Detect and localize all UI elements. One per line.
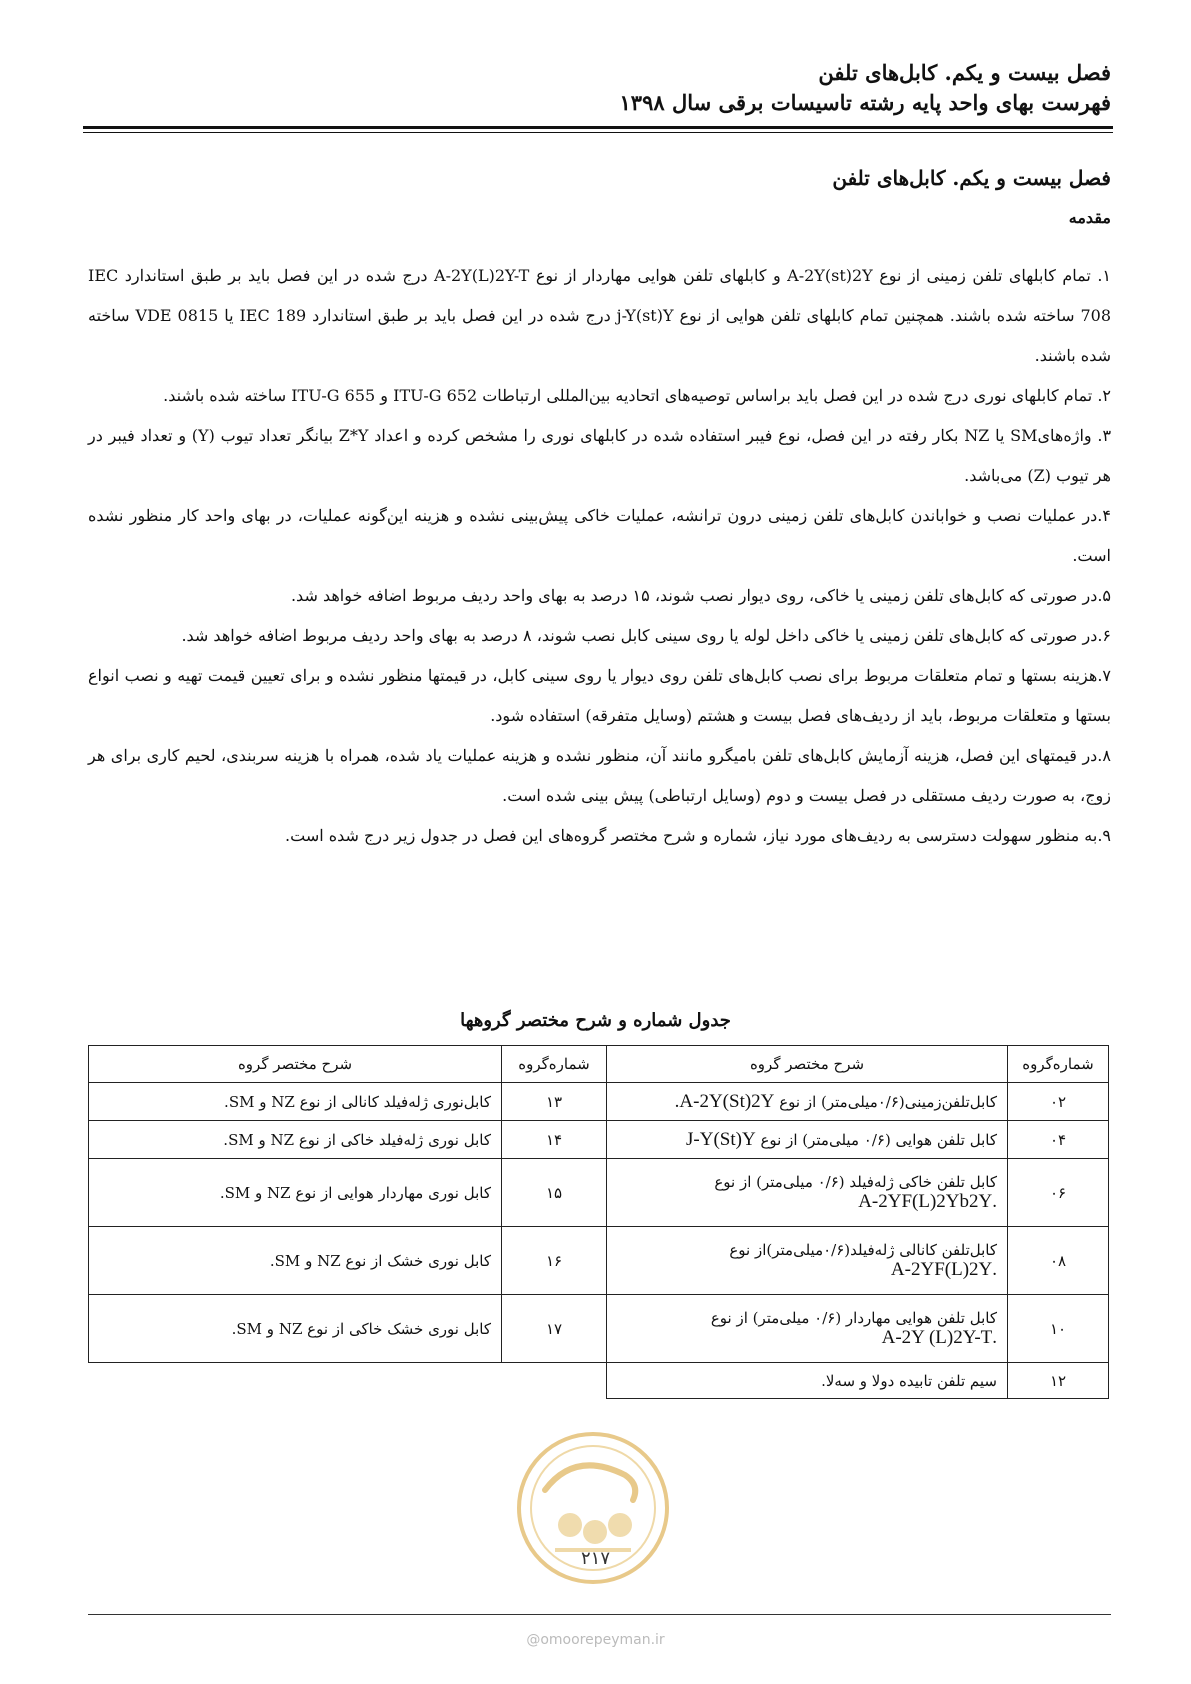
description-text: کابل تلفن خاکی ژله‌فیلد (۰/۶ میلی‌متر) از نوع: [714, 1172, 997, 1191]
intro-paragraphs: [88, 256, 1111, 856]
paragraph-4: ۴.در عملیات نصب و خواباندن کابل‌های تلفن زمینی درون ترانشه، عملیات خاکی پیش‌بینی نشده و هزینه این‌گونه عملیات، در بهای واحد کار منظور نشده است.: [88, 506, 1111, 565]
cable-code: J-Y(St)Y: [686, 1128, 756, 1150]
group-number: ۱۰: [1008, 1295, 1109, 1363]
table-row: [89, 1227, 1109, 1295]
group-number: ۰۴: [1008, 1121, 1109, 1159]
header-price-list-title: فهرست بهای واحد پایه رشته تاسیسات برقی سال ۱۳۹۸: [619, 90, 1111, 115]
description-text: کابل تلفن هوایی مهاردار (۰/۶ میلی‌متر) از نوع: [710, 1308, 997, 1327]
group-number: ۱۴: [502, 1121, 607, 1159]
table-row: [89, 1159, 1109, 1227]
description-text: کابل تلفن هوایی (۰/۶ میلی‌متر) از نوع: [760, 1130, 997, 1149]
group-number: ۱۵: [502, 1159, 607, 1227]
footer-rule: [88, 1614, 1111, 1615]
description-text: کابل‌تلفن‌زمینی(۰/۶میلی‌متر) از نوع: [779, 1092, 997, 1111]
cable-code: .A-2YF(L)2Yb2Y: [858, 1190, 997, 1212]
paragraph-3: ۳. واژه‌هایSM یا NZ بکار رفته در این فصل، نوع فیبر استفاده شده در کابلهای نوری را مشخص کرده و اعداد Z*Y بیانگر تعداد تیوب (Y) و تعداد فیبر در هر تیوب (Z) می‌باشد.: [88, 426, 1112, 485]
header-group-number: شماره‌گروه: [1008, 1046, 1109, 1083]
group-description: [607, 1295, 1008, 1363]
group-number: ۱۳: [502, 1083, 607, 1121]
header-group-number-2: شماره‌گروه: [502, 1046, 607, 1083]
cable-code: .A-2YF(L)2Y: [890, 1258, 997, 1280]
group-description: کابل نوری خشک از نوع NZ و SM.: [89, 1227, 502, 1295]
watermark-site: @omoorepeyman.ir: [526, 1632, 665, 1648]
paragraph-1: ۱. تمام کابلهای تلفن زمینی از نوع A-2Y(st)2Y و کابلهای تلفن هوایی مهاردار از نوع A-2Y(L)2Y-T درج شده در این فصل باید بر طبق استاندارد IEC 708 ساخته شده باشند. همچنین تمام کابلهای تلفن هوایی از نوع j-Y(st)Y درج شده در این فصل باید بر طبق استاندارد IEC 189 یا VDE 0815 ساخته شده باشند.: [88, 266, 1112, 365]
header-group-description: شرح مختصر گروه: [607, 1046, 1008, 1083]
table-row: [89, 1083, 1109, 1121]
cable-code: .A-2Y (L)2Y-T: [881, 1326, 997, 1348]
group-description: سیم تلفن تابیده دولا و سه‌لا.: [607, 1363, 1008, 1399]
paragraph-2: ۲. تمام کابلهای نوری درج شده در این فصل باید براساس توصیه‌های اتحادیه بین‌المللی ارتباطات ITU-G 652 و ITU-G 655 ساخته شده باشند.: [163, 386, 1111, 405]
page-header: [88, 58, 1111, 118]
group-description: کابل نوری خشک خاکی از نوع NZ و SM.: [89, 1295, 502, 1363]
section-subtitle: مقدمه: [1068, 208, 1111, 227]
group-description: [607, 1083, 1008, 1121]
group-number: ۱۶: [502, 1227, 607, 1295]
group-number: ۰۶: [1008, 1159, 1109, 1227]
page-number: ۲۱۷: [580, 1548, 610, 1569]
paragraph-5: ۵.در صورتی که کابل‌های تلفن زمینی یا خاکی، روی دیوار نصب شوند، ۱۵ درصد به بهای واحد ردیف مربوط اضافه خواهد شد.: [290, 586, 1111, 605]
header-chapter-title: فصل بیست و یکم. کابل‌های تلفن: [818, 60, 1111, 85]
table-title: جدول شماره و شرح مختصر گروهها: [460, 1010, 731, 1031]
group-number: ۱۷: [502, 1295, 607, 1363]
group-number: ۱۲: [1008, 1363, 1109, 1399]
header-rule-thin: [83, 132, 1113, 133]
header-group-description-2: شرح مختصر گروه: [89, 1046, 502, 1083]
groups-table: [88, 1045, 1109, 1399]
paragraph-7: ۷.هزینه بستها و تمام متعلقات مربوط برای نصب کابل‌های تلفن روی دیوار یا روی سینی کابل، در قیمتها منظور نشده و برای تعیین قیمت تهیه و نصب انواع بستها و متعلقات مربوط، باید از ردیف‌های فصل بیست و هشتم (وسایل متفرقه) استفاده شود.: [88, 666, 1112, 725]
group-description: [607, 1159, 1008, 1227]
table-row: [89, 1363, 1109, 1399]
paragraph-8: ۸.در قیمتهای این فصل، هزینه آزمایش کابل‌های تلفن بامیگرو مانند آن، منظور نشده و هزینه عملیات یاد شده، همراه با هزینه سربندی، لحیم کاری برای هر زوج، به صورت ردیف مستقلی در فصل بیست و دوم (وسایل ارتباطی) پیش بینی شده است.: [88, 746, 1111, 805]
header-rule-thick: [83, 126, 1113, 129]
group-description: کابل نوری ژله‌فیلد خاکی از نوع NZ و SM.: [89, 1121, 502, 1159]
group-number: ۰۸: [1008, 1227, 1109, 1295]
group-description: کابل‌نوری ژله‌فیلد کانالی از نوع NZ و SM.: [89, 1083, 502, 1121]
group-description: [607, 1121, 1008, 1159]
table-row: [89, 1295, 1109, 1363]
group-description: کابل نوری مهاردار هوایی از نوع NZ و SM.: [89, 1159, 502, 1227]
section-title: فصل بیست و یکم. کابل‌های تلفن: [832, 166, 1111, 190]
paragraph-6: ۶.در صورتی که کابل‌های تلفن زمینی یا خاکی داخل لوله یا روی سینی کابل نصب شوند، ۸ درصد به بهای واحد ردیف مربوط اضافه خواهد شد.: [181, 626, 1111, 645]
paragraph-9: ۹.به منظور سهولت دسترسی به ردیف‌های مورد نیاز، شماره و شرح مختصر گروه‌های این فصل در جدول زیر درج شده است.: [285, 826, 1111, 845]
group-description: [607, 1227, 1008, 1295]
cable-code: A-2Y(St)2Y.: [674, 1090, 775, 1112]
empty-cell: [502, 1363, 607, 1399]
group-number: ۰۲: [1008, 1083, 1109, 1121]
table-row: [89, 1121, 1109, 1159]
description-text: کابل‌تلفن کانالی ژله‌فیلد(۰/۶میلی‌متر)از نوع: [729, 1240, 997, 1259]
table-header-row: [89, 1046, 1109, 1083]
empty-cell: [89, 1363, 502, 1399]
